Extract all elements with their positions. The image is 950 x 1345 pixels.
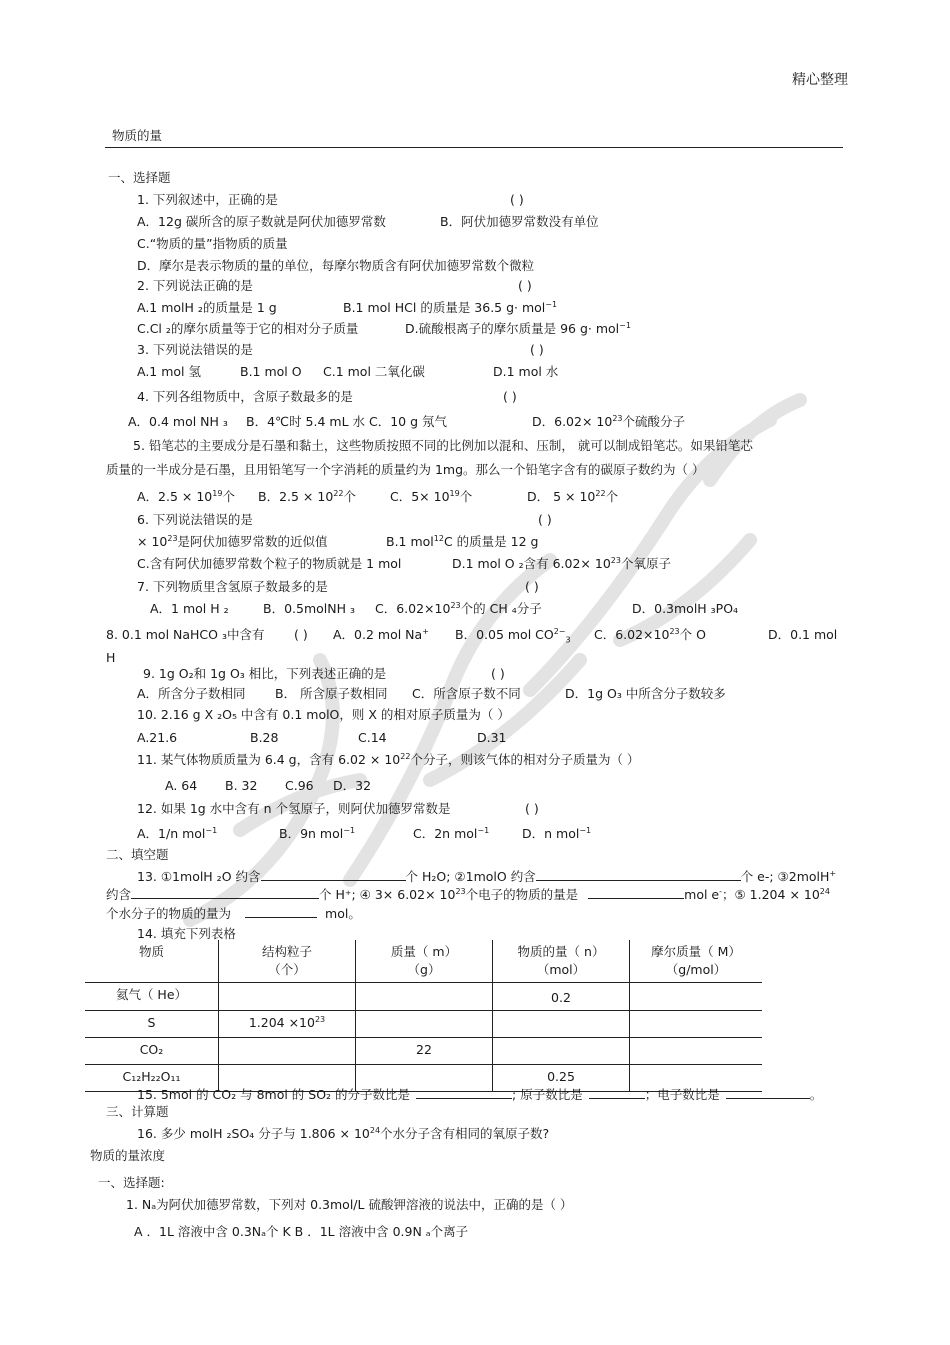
q12-stem: 12. 如果 1g 水中含有 n 个氢原子，则阿伏加德罗常数是 bbox=[137, 801, 451, 816]
header-right-text: 精心整理 bbox=[792, 72, 848, 88]
q12-option-d: D．n mol$^{-1}$ bbox=[522, 825, 592, 841]
q9-option-c: C．所含原子数不同 bbox=[412, 686, 521, 701]
th-substance: 物质 bbox=[85, 940, 219, 983]
q9-option-d: D．1g O₃ 中所含分子数较多 bbox=[565, 686, 726, 701]
q13-blank-1[interactable] bbox=[261, 868, 406, 881]
q2-option-d: D.硫酸根离子的摩尔质量是 96 g· mol$^{-1}$ bbox=[405, 320, 631, 336]
q7-paren: ( ) bbox=[525, 579, 539, 594]
table-row bbox=[85, 983, 762, 1011]
section-title: 物质的量 bbox=[112, 128, 163, 143]
q8-option-a: A．0.2 mol Na+ bbox=[333, 626, 429, 642]
part2-q1-stem: 1. Nₐ为阿伏加德罗常数，下列对 0.3mol/L 硫酸钾溶液的说法中，正确的是（ ） bbox=[126, 1197, 573, 1212]
q4-stem: 4. 下列各组物质中，含原子数最多的是 bbox=[137, 389, 353, 404]
q13-line3: 个水分子的物质的量为 mol。 bbox=[106, 906, 361, 921]
q2-option-b: B.1 mol HCl 的质量是 36.5 g· mol$^{-1}$ bbox=[343, 299, 558, 315]
q9-stem: 9. 1g O₂和 1g O₃ 相比，下列表述正确的是 bbox=[143, 666, 387, 681]
cell-particles[interactable] bbox=[219, 983, 356, 1011]
q3-stem: 3. 下列说法错误的是 bbox=[137, 342, 253, 357]
q7-option-b: B．0.5molNH ₃ bbox=[263, 601, 355, 616]
cell-mass[interactable] bbox=[356, 1011, 493, 1038]
q4-option-bc: B．4℃时 5.4 mL 水 C．10 g 氖气 bbox=[246, 414, 447, 429]
q10-option-b: B.28 bbox=[250, 730, 279, 745]
th-moles: 物质的量（ n） （mol） bbox=[493, 940, 630, 983]
section-calc-heading: 三、计算题 bbox=[106, 1104, 169, 1119]
q9-paren: ( ) bbox=[491, 666, 505, 681]
q8-option-d: D．0.1 mol bbox=[768, 627, 838, 642]
q11-stem: 11. 某气体物质质量为 6.4 g，含有 $6.02 \times 10^{22}$个分子，则该气体的相对分子质量为（ ） bbox=[137, 751, 640, 767]
q16-stem: 16. 多少 molH ₂SO₄ 分子与 $1.806 \times 10^{24}$个水分子含有相同的氧原子数? bbox=[137, 1125, 550, 1141]
q4-option-d: D．$6.02\times 10^{23}$个硫酸分子 bbox=[532, 413, 686, 429]
table-header-row bbox=[85, 940, 762, 983]
th-mass: 质量（ m） （g） bbox=[356, 940, 493, 983]
q13-blank-5[interactable] bbox=[245, 905, 317, 918]
q10-stem: 10. 2.16 g X ₂O₅ 中含有 0.1 molO，则 X 的相对原子质量为（ ） bbox=[137, 707, 510, 722]
q6-option-c: C.含有阿伏加德罗常数个粒子的物质就是 1 mol bbox=[137, 556, 402, 571]
q8-stem: 8. 0.1 mol NaHCO ₃中含有 bbox=[106, 627, 265, 642]
q4-paren: ( ) bbox=[503, 389, 517, 404]
q6-option-d: D.1 mol O ₂含有 $6.02\times 10^{23}$个氧原子 bbox=[452, 555, 671, 571]
q5-line1: 5. 铅笔芯的主要成分是石墨和黏土，这些物质按照不同的比例加以混和、压制， 就可以制成铅笔芯。如果铅笔芯 bbox=[133, 438, 753, 453]
q2-option-a: A.1 molH ₂的质量是 1 g bbox=[137, 300, 277, 315]
cell-mass[interactable] bbox=[356, 983, 493, 1011]
q12-option-a: A．1/n mol$^{-1}$ bbox=[137, 825, 218, 841]
q6-paren: ( ) bbox=[538, 512, 552, 527]
q7-stem: 7. 下列物质里含氢原子数最多的是 bbox=[137, 579, 328, 594]
q13-line1: 13. ①1molH ₂O 约含 个 H₂O; ②1molO 约含 个 e-; ③2molH+ bbox=[137, 868, 837, 884]
cell-substance: S bbox=[85, 1011, 219, 1038]
cell-moles[interactable]: 0.25 bbox=[493, 1065, 630, 1092]
q3-option-c: C.1 mol 二氧化碳 bbox=[323, 364, 425, 379]
part2-choice-heading: 一、选择题: bbox=[98, 1175, 165, 1190]
cell-molar-mass[interactable] bbox=[630, 1038, 763, 1065]
cell-substance: C₁₂H₂₂O₁₁ bbox=[85, 1065, 219, 1092]
q8-option-c: C．$6.02\times 10^{23}$个 O bbox=[594, 626, 706, 642]
q14-stem: 14. 填充下列表格 bbox=[137, 926, 236, 941]
part2-title: 物质的量浓度 bbox=[90, 1148, 166, 1163]
q12-option-b: B．9n mol$^{-1}$ bbox=[279, 825, 356, 841]
cell-moles[interactable]: 0.2 bbox=[493, 983, 630, 1011]
section-choice-heading: 一、选择题 bbox=[108, 170, 171, 185]
th-particles: 结构粒子 （个） bbox=[219, 940, 356, 983]
q15-blank-1[interactable] bbox=[416, 1086, 512, 1099]
q13-blank-2[interactable] bbox=[536, 868, 741, 881]
table-row bbox=[85, 1038, 762, 1065]
q6-stem: 6. 下列说法错误的是 bbox=[137, 512, 253, 527]
q5-option-a: A．$2.5 \times 10^{19}$个 bbox=[137, 488, 235, 504]
q1-stem: 1. 下列叙述中，正确的是 bbox=[137, 192, 278, 207]
header-rule bbox=[105, 147, 843, 148]
q8-paren: ( ) bbox=[294, 627, 308, 642]
section-fill-heading: 二、填空题 bbox=[106, 847, 169, 862]
q3-option-d: D.1 mol 水 bbox=[493, 364, 559, 379]
q3-paren: ( ) bbox=[530, 342, 544, 357]
q13-blank-4[interactable] bbox=[588, 886, 684, 899]
q10-option-c: C.14 bbox=[358, 730, 387, 745]
q7-option-a: A．1 mol H ₂ bbox=[150, 601, 229, 616]
q9-option-b: B． 所含原子数相同 bbox=[275, 686, 388, 701]
cell-particles[interactable] bbox=[219, 1038, 356, 1065]
cell-mass[interactable]: 22 bbox=[356, 1038, 493, 1065]
part2-q1-options: A ．1L 溶液中含 0.3Nₐ个 K B ．1L 溶液中含 0.9N ₐ个离子 bbox=[134, 1224, 469, 1239]
q1-option-d: D．摩尔是表示物质的量的单位，每摩尔物质含有阿伏加德罗常数个微粒 bbox=[137, 258, 535, 273]
cell-molar-mass[interactable] bbox=[630, 1011, 763, 1038]
q6-option-b: B.1 mol$^{12}$C 的质量是 12 g bbox=[386, 533, 539, 549]
q2-option-c: C.Cl ₂的摩尔质量等于它的相对分子质量 bbox=[137, 321, 359, 336]
q11-option-d: D．32 bbox=[333, 778, 372, 793]
q13-line2: 约含 个 H⁺; ④ $3\times 6.02\times 10^{23}$个电子的物质的量是 mol e-；⑤ $1.204 \times 10^{24}$ bbox=[106, 886, 830, 902]
q4-option-a: A．0.4 mol NH ₃ bbox=[128, 414, 228, 429]
cell-molar-mass[interactable] bbox=[630, 983, 763, 1011]
q7-option-d: D．0.3molH ₃PO₄ bbox=[632, 601, 739, 616]
q15-line: 15. 5mol 的 CO₂ 与 8mol 的 SO₂ 的分子数比是 ; 原子数比是 ；电子数比是 。 bbox=[137, 1087, 823, 1102]
q15-blank-3[interactable] bbox=[726, 1086, 810, 1099]
q5-option-c: C．$5\times 10^{19}$个 bbox=[390, 488, 473, 504]
q1-paren: ( ) bbox=[510, 192, 524, 207]
cell-moles[interactable] bbox=[493, 1011, 630, 1038]
cell-substance: 氦气（ He） bbox=[85, 983, 219, 1011]
q15-blank-2[interactable] bbox=[589, 1086, 645, 1099]
q12-paren: ( ) bbox=[525, 801, 539, 816]
q6-option-a: × $10^{23}$是阿伏加德罗常数的近似值 bbox=[137, 533, 328, 549]
q12-option-c: C．2n mol$^{-1}$ bbox=[413, 825, 490, 841]
cell-moles[interactable] bbox=[493, 1038, 630, 1065]
th-molar-mass: 摩尔质量（ M） （g/mol） bbox=[630, 940, 763, 983]
q5-option-b: B．$2.5 \times 10^{22}$个 bbox=[258, 488, 356, 504]
q5-line2: 质量的一半成分是石墨，且用铅笔写一个字消耗的质量约为 1mg。那么一个铅笔字含有的碳原子数约为（ ） bbox=[106, 462, 705, 477]
q1-option-c: C.“物质的量”指物质的质量 bbox=[137, 236, 288, 251]
q5-option-d: D． $5 \times 10^{22}$个 bbox=[527, 488, 619, 504]
q10-option-a: A.21.6 bbox=[137, 730, 178, 745]
q11-option-c: C.96 bbox=[285, 778, 314, 793]
q1-option-b: B．阿伏加德罗常数没有单位 bbox=[440, 214, 599, 229]
q3-option-a: A.1 mol 氢 bbox=[137, 364, 202, 379]
q9-option-a: A．所含分子数相同 bbox=[137, 686, 246, 701]
q3-option-b: B.1 mol O bbox=[240, 364, 302, 379]
table-row bbox=[85, 1011, 762, 1038]
q8-option-d-wrap: H bbox=[106, 650, 116, 665]
q2-paren: ( ) bbox=[518, 278, 532, 293]
q10-option-d: D.31 bbox=[477, 730, 507, 745]
q1-option-a: A．12g 碳所含的原子数就是阿伏加德罗常数 bbox=[137, 214, 386, 229]
cell-substance: CO₂ bbox=[85, 1038, 219, 1065]
q2-stem: 2. 下列说法正确的是 bbox=[137, 278, 253, 293]
q14-table bbox=[85, 940, 762, 1092]
q8-option-b: B．0.05 mol $CO^{2-}_3$ bbox=[455, 626, 571, 645]
q13-blank-3[interactable] bbox=[131, 886, 319, 899]
q11-option-b: B. 32 bbox=[225, 778, 258, 793]
cell-particles[interactable]: $1.204 \times 10^{23}$ bbox=[219, 1011, 356, 1038]
q11-option-a: A. 64 bbox=[165, 778, 198, 793]
q7-option-c: C．$6.02\times 10^{23}$个的 CH ₄分子 bbox=[375, 600, 542, 616]
